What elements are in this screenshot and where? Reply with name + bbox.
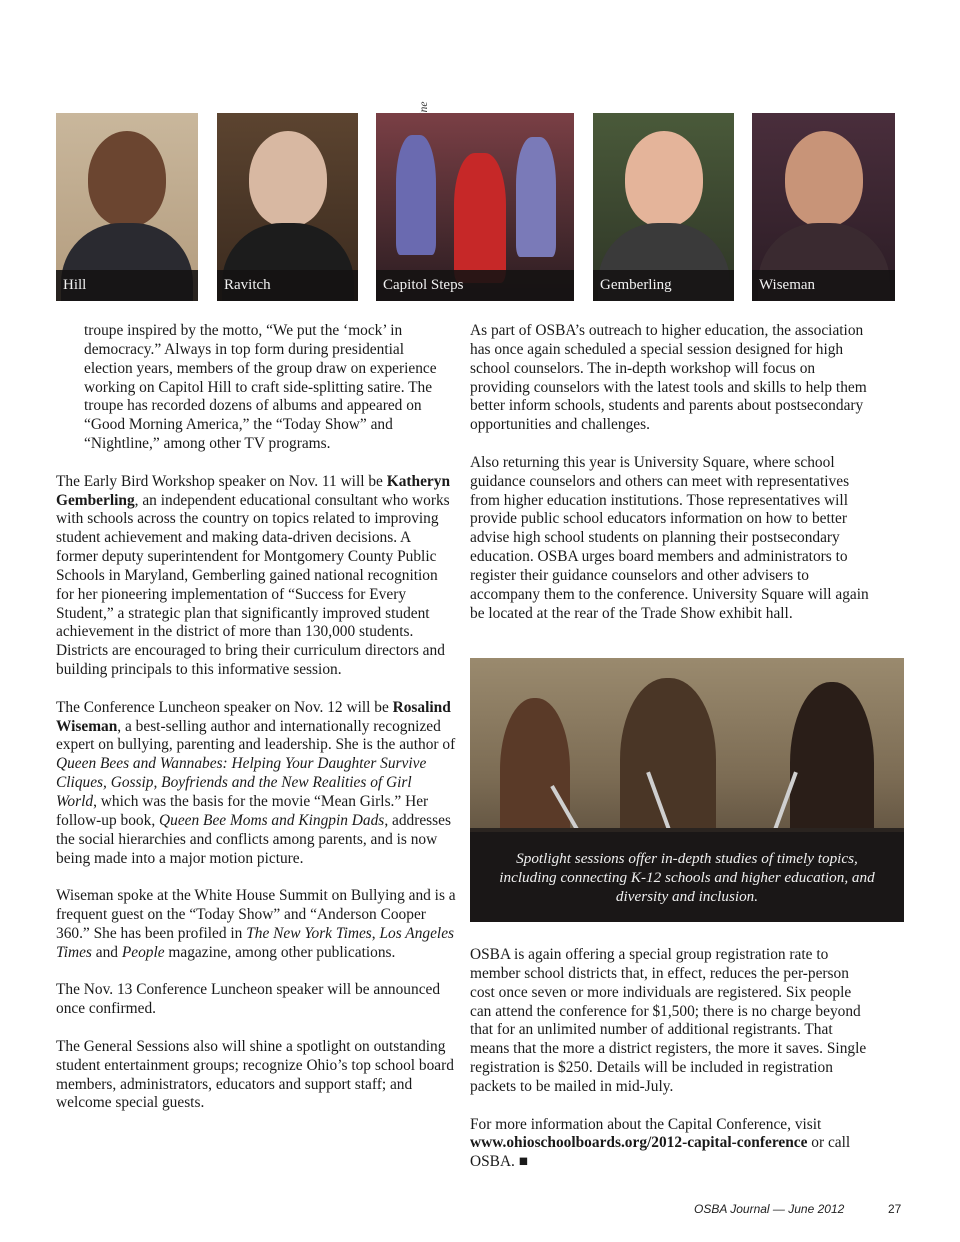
paragraph-gemberling [56, 473, 456, 680]
text-span: , [371, 924, 380, 942]
speaker-name-wiseman: Rosalind Wiseman [56, 698, 451, 735]
paragraph-capitol-steps: troupe inspired by the motto, “We put the ‘mock’ in democracy.” Always in top form during presidential election years, members of the group draw on experience working on Capitol Hill to craft side-splitting satire. The troupe has recorded dozens of albums and appeared on “Good Morning America,” the “Today Show” and “Nightline,” among other TV programs. [84, 322, 437, 453]
paragraph-wiseman [56, 699, 456, 869]
photo-hill [56, 113, 198, 301]
text-span: , which was the basis for the movie “Mean Girls.” Her follow-up book, [56, 793, 429, 829]
paragraph-more-info [470, 1116, 870, 1173]
page-number: 27 [888, 1202, 902, 1216]
text-span: and [91, 943, 122, 961]
paragraph-registration: OSBA is again offering a special group registration rate to member school districts that, in effect, reduces the per-person cost once seven or more individuals are registered. Six people can attend the conference for $1,500; there is no charge beyond that for an unlimited number of additional registrants. That means that the more a district registers, the more it saves. Single registration is $250. Details will be included in registration packets to be mailed in mid-July. [470, 946, 867, 1095]
portrait-figure [625, 131, 703, 227]
text-span: or call OSBA. [470, 1134, 851, 1171]
photo-wiseman [752, 113, 895, 301]
portrait-figure [785, 131, 863, 227]
performer-figure [454, 153, 506, 283]
photo-ravitch [217, 113, 358, 301]
text-span: , an independent educational consultant who works with schools across the country on topics related to improving student achievement and making data-driven decisions. A former deputy superintendent for Montgomery County Public Schools in Maryland, Gemberling gained national recognition for her pioneering implementation of “Success for Every Student,” a strategic plan that significantly improved student achievement in the district of more than 130,000 students. Districts are encouraged to bring their curriculum directors and building principals to this informative session. [56, 491, 450, 679]
text-span: magazine, among other publications. [164, 943, 396, 961]
photo-gemberling [593, 113, 734, 301]
photo-caption-capitol-steps: Capitol Steps [376, 270, 574, 301]
photo-caption-ravitch: Ravitch [217, 270, 358, 301]
portrait-figure [88, 131, 166, 227]
end-mark-icon: ■ [518, 1153, 529, 1171]
right-column [470, 322, 870, 642]
right-column-lower [470, 946, 870, 1191]
paragraph-nov13: The Nov. 13 Conference Luncheon speaker will be announced once confirmed. [56, 981, 441, 1018]
photo-caption-gemberling: Gemberling [593, 270, 734, 301]
performer-figure [396, 135, 436, 255]
paragraph-wiseman-media [56, 887, 456, 962]
performer-figure [516, 137, 556, 257]
conference-url: www.ohioschoolboards.org/2012-capital-conference [470, 1134, 808, 1152]
paragraph-general-sessions: The General Sessions also will shine a spotlight on outstanding student entertainment groups; recognize Ohio’s top school board members, administrators, educators and support staff; and welcome special guests. [56, 1037, 454, 1112]
publication-title: People [121, 943, 165, 961]
panelist-figure [500, 698, 570, 848]
paragraph-outreach: As part of OSBA’s outreach to higher education, the association has once again scheduled a special session designed for high school counselors. The in-depth workshop will focus on providing counselors with the latest tools and skills to help them better inform schools, students and parents about postsecondary opportunities and challenges. [470, 322, 867, 434]
book-title: Queen Bee Moms and Kingpin Dads [159, 811, 385, 829]
photo-spotlight-session [470, 658, 904, 922]
speaker-name-gemberling: Katheryn Gemberling [56, 472, 451, 509]
panelist-figure [790, 682, 874, 852]
footer-journal: OSBA Journal — June 2012 [694, 1202, 845, 1216]
portrait-figure [249, 131, 327, 227]
text-span: , addresses the social hierarchies and conflicts among parents, and is now being made into a major motion picture. [56, 811, 451, 867]
photo-caption-hill: Hill [56, 270, 198, 301]
photo-capitol-steps [376, 113, 574, 301]
text-span: Wiseman spoke at the White House Summit on Bullying and is a frequent guest on the “Today Show” and “Anderson Cooper 360.” She has been profiled in [56, 887, 456, 942]
book-title: Queen Bees and Wannabes: Helping Your Daughter Survive Cliques, Gossip, Boyfriends and the New Realities of Girl World [56, 755, 427, 810]
text-span: For more information about the Capital Conference, visit [470, 1115, 822, 1133]
paragraph-university-square: Also returning this year is University Square, where school guidance counselors and others can meet with representatives from higher education institutions. Those representatives will provide public school educators information on how to better advise high school students on planning their postsecondary education. OSBA urges board members and administrators to register their guidance counselors and other advisers to accompany them to the conference. University Square will again be located at the rear of the Trade Show exhibit hall. [470, 453, 869, 622]
text-span: , a best-selling author and internationally recognized expert on bullying, parenting and leadership. She is the author of [56, 717, 456, 754]
photo-caption-wiseman: Wiseman [752, 270, 895, 301]
photo-caption-spotlight: Spotlight sessions offer in-depth studies of timely topics, including connecting K-12 schools and higher education, and diversity and inclusion. [470, 832, 904, 922]
text-span: The Conference Luncheon speaker on Nov. 12 will be [56, 698, 393, 716]
publication-title: The New York Times [246, 924, 372, 942]
publication-title: Los Angeles Times [56, 924, 455, 961]
left-column [56, 322, 456, 1132]
text-span: The Early Bird Workshop speaker on Nov. 11 will be [56, 472, 387, 490]
